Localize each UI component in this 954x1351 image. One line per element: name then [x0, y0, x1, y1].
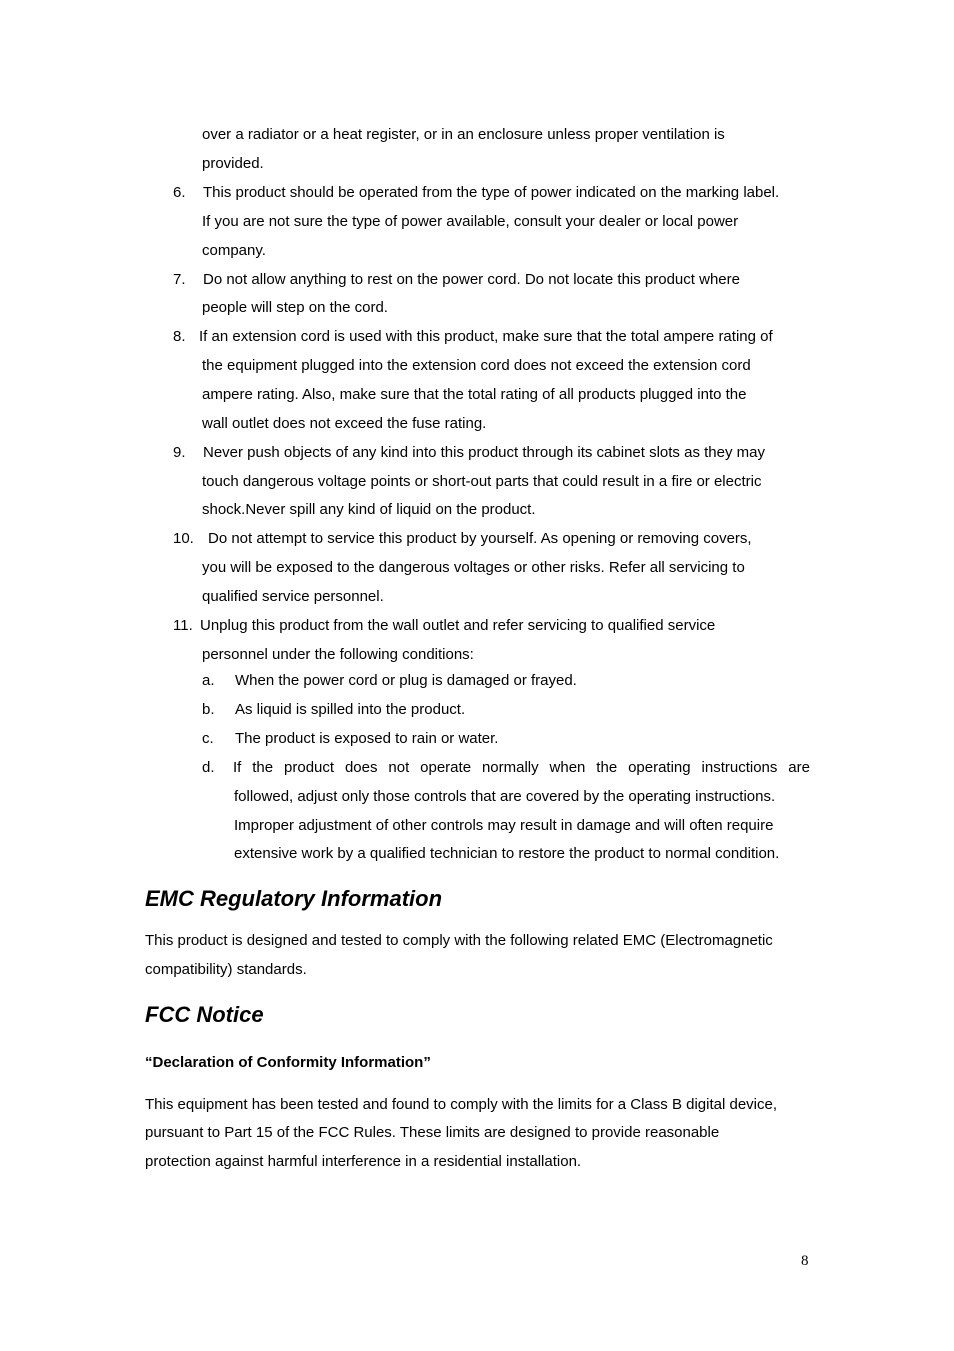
item-line: the equipment plugged into the extension cord does not exceed the extension cord: [202, 357, 751, 374]
item-line: Do not allow anything to rest on the power cord. Do not locate this product where: [203, 271, 740, 288]
subitem-line: As liquid is spilled into the product.: [235, 701, 466, 718]
emc-heading: EMC Regulatory Information: [145, 886, 443, 911]
item-line: ampere rating. Also, make sure that the total rating of all products plugged into the: [202, 386, 747, 403]
item-line: you will be exposed to the dangerous voltages or other risks. Refer all servicing to: [202, 559, 745, 576]
item-number: 11.: [173, 617, 193, 634]
subitem-letter: c.: [202, 730, 214, 747]
subitem-line: The product is exposed to rain or water.: [235, 730, 499, 747]
subitem-line: If the product does not operate normally when the operating instructions are: [233, 759, 810, 776]
emc-paragraph-line: This product is designed and tested to comply with the following related EMC (Electromagnetic: [145, 932, 773, 949]
item-line: shock.Never spill any kind of liquid on the product.: [202, 501, 536, 518]
item-line: Do not attempt to service this product by yourself. As opening or removing covers,: [208, 530, 752, 547]
item-line: Unplug this product from the wall outlet and refer servicing to qualified service: [200, 617, 716, 634]
item-line: qualified service personnel.: [202, 588, 384, 605]
item-line: company.: [202, 242, 266, 259]
item-line: Never push objects of any kind into this product through its cabinet slots as they may: [203, 444, 765, 461]
subitem-line: extensive work by a qualified technician to restore the product to normal condition.: [234, 845, 780, 862]
subitem-letter: a.: [202, 672, 215, 689]
item-line: If an extension cord is used with this product, make sure that the total ampere rating of: [199, 328, 773, 345]
fcc-heading: FCC Notice: [145, 1002, 264, 1027]
item-line: If you are not sure the type of power available, consult your dealer or local power: [202, 213, 739, 230]
subitem-line: followed, adjust only those controls that are covered by the operating instructions.: [234, 788, 776, 805]
item-number: 10.: [173, 530, 194, 547]
subitem-letter: b.: [202, 701, 215, 718]
emc-paragraph-line: compatibility) standards.: [145, 961, 307, 978]
item-line: This product should be operated from the type of power indicated on the marking label.: [203, 184, 780, 201]
item-line: touch dangerous voltage points or short-out parts that could result in a fire or electric: [202, 473, 762, 490]
subitem-letter: d.: [202, 759, 215, 776]
fcc-paragraph-line: This equipment has been tested and found to comply with the limits for a Class B digital device,: [145, 1096, 777, 1113]
fcc-paragraph-line: protection against harmful interference in a residential installation.: [145, 1153, 582, 1170]
fcc-paragraph-line: pursuant to Part 15 of the FCC Rules. These limits are designed to provide reasonable: [145, 1124, 720, 1141]
page-number: 8: [801, 1253, 809, 1269]
item-number: 7.: [173, 271, 186, 288]
item-number: 8.: [173, 328, 186, 345]
item-number: 9.: [173, 444, 186, 461]
fcc-subheading: “Declaration of Conformity Information”: [145, 1054, 431, 1071]
item-line: people will step on the cord.: [202, 299, 388, 316]
item-number: 6.: [173, 184, 186, 201]
continuation-line-2: provided.: [202, 155, 264, 172]
subitem-line: When the power cord or plug is damaged or frayed.: [235, 672, 577, 689]
item-line: personnel under the following conditions:: [202, 646, 474, 663]
continuation-line-1: over a radiator or a heat register, or in an enclosure unless proper ventilation is: [202, 126, 725, 143]
subitem-line: Improper adjustment of other controls may result in damage and will often require: [234, 817, 774, 834]
item-line: wall outlet does not exceed the fuse rating.: [202, 415, 487, 432]
